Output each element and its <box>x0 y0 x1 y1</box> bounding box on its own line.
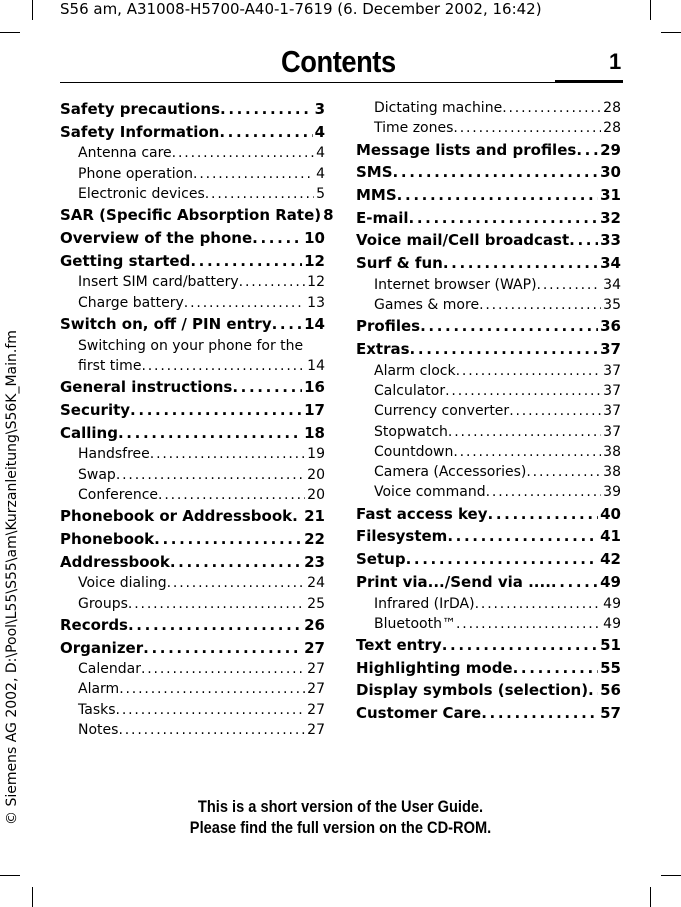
toc-entry-page: 37 <box>603 362 621 379</box>
toc-entry-page: 3 <box>314 100 325 118</box>
toc-entry-label: Tasks <box>78 701 116 718</box>
toc-entry-label: SMS <box>356 163 393 182</box>
toc-leader-dots <box>445 381 601 401</box>
toc-entry[interactable] <box>60 250 325 273</box>
toc-entry-page: 27 <box>307 681 325 698</box>
toc-leader-dots <box>486 482 602 502</box>
toc-leader-dots <box>551 571 598 594</box>
toc-entry-page: 33 <box>600 231 621 250</box>
toc-entry-page: 20 <box>307 466 325 483</box>
toc-entry[interactable] <box>356 571 621 594</box>
toc-entry-label: Profiles <box>356 317 421 336</box>
toc-entry-page: 12 <box>304 251 325 270</box>
toc-entry-label: Games & more <box>374 297 480 314</box>
footer-note <box>48 796 634 838</box>
toc-entry[interactable] <box>60 551 325 574</box>
toc-entry-label: Notes <box>78 722 119 739</box>
toc-entry[interactable] <box>356 462 621 482</box>
toc-leader-dots <box>118 422 302 445</box>
toc-entry-label: MMS <box>356 185 397 204</box>
toc-leader-dots <box>447 525 598 548</box>
toc-entry-label: Phonebook or Addressbook <box>60 507 293 526</box>
toc-leader-dots <box>116 700 306 720</box>
toc-entry-label: Extras <box>356 340 410 358</box>
toc-entry-page: 17 <box>304 400 325 419</box>
toc-entry[interactable] <box>356 482 621 502</box>
toc-leader-dots <box>116 465 305 485</box>
toc-leader-dots <box>488 503 599 526</box>
toc-leader-dots <box>481 702 598 725</box>
toc-entry-label: Alarm <box>78 681 120 698</box>
toc-entry-page: 27 <box>307 701 325 718</box>
toc-entry[interactable] <box>356 401 621 421</box>
toc-leader-dots <box>453 442 601 462</box>
toc-entry-label: Safety Information <box>60 122 220 141</box>
toc-entry[interactable] <box>60 614 325 637</box>
crop-mark <box>0 32 20 33</box>
toc-entry-page: 26 <box>304 615 325 634</box>
toc-entry-page: 27 <box>307 661 325 678</box>
toc-entry-label: Safety precautions <box>60 100 221 118</box>
toc-entry[interactable] <box>60 594 325 614</box>
toc-entry[interactable] <box>356 548 621 571</box>
toc-leader-dots <box>232 376 302 399</box>
toc-entry-page: 12 <box>307 274 325 291</box>
toc-entry[interactable] <box>356 594 621 614</box>
toc-leader-dots <box>448 422 601 442</box>
toc-leader-dots <box>420 315 598 338</box>
toc-leader-dots <box>410 338 599 361</box>
toc-leader-dots <box>292 505 302 528</box>
toc-entry[interactable] <box>356 229 621 252</box>
toc-entry-page: 28 <box>603 100 621 116</box>
toc-leader-dots <box>513 657 599 680</box>
toc-entry[interactable] <box>356 614 621 634</box>
toc-entry[interactable] <box>356 295 621 315</box>
toc-entry[interactable] <box>356 503 621 526</box>
toc-entry-label: Voice command <box>374 484 486 501</box>
toc-entry-label: Dictating machine <box>374 100 503 116</box>
toc-leader-dots <box>509 401 601 421</box>
toc-entry-page: 34 <box>600 254 621 273</box>
toc-entry[interactable] <box>60 679 325 699</box>
crop-mark <box>661 875 681 876</box>
toc-leader-dots <box>479 295 601 315</box>
page-number: 1 <box>609 49 622 74</box>
toc-entry[interactable] <box>60 184 325 204</box>
toc-entry-page: 37 <box>603 403 621 420</box>
toc-entry-page: 4 <box>316 165 325 182</box>
title-rule <box>60 82 555 83</box>
toc-entry-label: General instructions <box>60 378 233 397</box>
toc-entry-page: 4 <box>314 122 325 141</box>
crop-mark <box>661 32 681 33</box>
toc-entry-label: Security <box>60 400 131 419</box>
toc-entry-label: Antenna care <box>78 145 172 162</box>
toc-entry[interactable] <box>60 528 325 551</box>
toc-entry-page: 30 <box>600 163 621 182</box>
toc-entry-page: 49 <box>600 572 621 591</box>
toc-entry-label: Calculator <box>374 382 446 399</box>
toc-entry-page: 37 <box>603 382 621 399</box>
toc-leader-dots <box>526 462 601 482</box>
toc-leader-dots <box>190 250 302 273</box>
toc-leader-dots <box>475 594 602 614</box>
toc-entry[interactable] <box>60 637 325 660</box>
toc-leader-dots <box>443 252 598 275</box>
toc-entry-page: 28 <box>603 120 621 137</box>
toc-entry-page: 55 <box>600 658 621 677</box>
crop-mark <box>650 0 651 20</box>
toc-entry-label: Swap <box>78 466 116 483</box>
toc-entry-page: 51 <box>600 636 621 655</box>
toc-entry[interactable] <box>60 444 325 464</box>
toc-entry-page: 14 <box>307 357 325 374</box>
toc-entry-label: Fast access key <box>356 504 488 523</box>
toc-entry[interactable] <box>356 634 621 657</box>
toc-entry-page: 29 <box>600 140 621 159</box>
toc-entry[interactable] <box>60 659 325 679</box>
toc-entry-page: 27 <box>307 722 325 739</box>
toc-entry-page: 49 <box>603 595 621 612</box>
toc-right-column <box>356 98 621 725</box>
toc-entry-label: Organizer <box>60 638 144 657</box>
toc-entry-label: Countdown <box>374 443 454 460</box>
toc-leader-dots <box>537 275 602 295</box>
toc-leader-dots <box>252 227 302 250</box>
toc-leader-dots <box>128 614 302 637</box>
toc-entry-page: 19 <box>307 446 325 463</box>
toc-entry-label: Calling <box>60 423 118 442</box>
toc-leader-dots <box>141 659 305 679</box>
toc-entry-label: Conference <box>78 486 159 503</box>
toc-entry-label: Addressbook <box>60 552 170 571</box>
toc-entry-label: Bluetooth™ <box>374 615 456 632</box>
toc-entry-page: 10 <box>304 228 325 247</box>
toc-entry-label: first time <box>78 357 142 374</box>
toc-entry-label: Filesystem <box>356 527 448 546</box>
toc-entry[interactable] <box>356 361 621 381</box>
toc-entry-label: Infrared (IrDA) <box>374 595 475 612</box>
toc-entry[interactable] <box>356 161 621 184</box>
toc-entry[interactable] <box>60 573 325 593</box>
toc-leader-dots <box>397 184 598 207</box>
toc-entry-page: 21 <box>304 507 325 526</box>
toc-entry-page: 39 <box>603 484 621 501</box>
toc-entry-page: 23 <box>304 552 325 571</box>
toc-leader-dots <box>220 98 313 121</box>
toc-leader-dots <box>393 161 599 184</box>
toc-entry-label: Charge battery <box>78 294 184 311</box>
footer-line-1: This is a short version of the User Guide. <box>197 797 484 816</box>
toc-entry-page: 34 <box>603 276 621 293</box>
toc-entry[interactable] <box>60 376 325 399</box>
toc-entry[interactable] <box>356 207 621 230</box>
crop-mark <box>32 887 33 907</box>
toc-entry[interactable] <box>356 252 621 275</box>
toc-entry-label: Text entry <box>356 636 442 655</box>
page-title: Contents <box>281 44 396 79</box>
toc-entry-page: 18 <box>304 423 325 442</box>
toc-entry-page: 27 <box>304 638 325 657</box>
toc-entry-page: 37 <box>603 423 621 440</box>
toc-entry-page: 56 <box>600 681 621 700</box>
toc-leader-dots <box>406 548 599 571</box>
toc-entry-page: 22 <box>304 529 325 548</box>
toc-leader-dots <box>569 229 598 252</box>
crop-mark <box>650 887 651 907</box>
toc-entry[interactable] <box>356 657 621 680</box>
toc-leader-dots <box>143 637 302 660</box>
toc-entry-label: Switching on your phone for the <box>78 337 304 354</box>
toc-leader-dots <box>219 121 312 144</box>
toc-leader-dots <box>154 528 302 551</box>
copyright-sidebar: © Siemens AG 2002, D:\Pool\L55\S55\am\Kurzanleitung\S56K_Main.fm <box>4 330 20 825</box>
toc-leader-dots <box>141 356 305 376</box>
toc-entry-label: Switch on, off / PIN entry <box>60 314 272 333</box>
toc-entry-label: Surf & fun <box>356 254 443 273</box>
toc-leader-dots <box>409 207 599 230</box>
toc-entry[interactable] <box>356 702 621 725</box>
toc-entry-label: Camera (Accessories) <box>374 464 527 481</box>
toc-entry-label: SAR (Specific Absorption Rate) <box>60 206 322 225</box>
toc-entry[interactable] <box>356 98 621 118</box>
toc-leader-dots <box>119 679 305 699</box>
toc-entry-page: 13 <box>307 294 325 311</box>
toc-entry-label: Calendar <box>78 661 141 678</box>
toc-entry-page: 42 <box>600 550 621 569</box>
toc-entry-label: Overview of the phone <box>60 228 253 247</box>
toc-entry-page: 49 <box>603 615 621 632</box>
toc-entry-page: 37 <box>600 340 621 358</box>
toc-entry[interactable] <box>356 338 621 361</box>
page-number-rule <box>555 80 623 83</box>
toc-leader-dots <box>272 313 303 336</box>
toc-leader-dots <box>442 634 598 657</box>
toc-leader-dots <box>453 118 601 138</box>
toc-entry[interactable] <box>60 356 325 376</box>
toc-entry-page: 57 <box>600 704 621 723</box>
toc-leader-dots <box>170 551 302 574</box>
toc-leader-dots <box>456 361 602 381</box>
toc-entry-page: 41 <box>600 527 621 546</box>
toc-entry[interactable] <box>60 272 325 292</box>
toc-entry[interactable] <box>60 336 325 356</box>
toc-entry-label: E-mail <box>356 208 409 227</box>
toc-entry[interactable] <box>60 700 325 720</box>
toc-entry-label: Phone operation <box>78 165 194 182</box>
crop-mark <box>0 875 20 876</box>
toc-entry[interactable] <box>60 143 325 163</box>
toc-entry-label: Getting started <box>60 251 191 270</box>
toc-entry-page: 8 <box>323 206 334 225</box>
toc-entry[interactable] <box>356 118 621 138</box>
toc-entry-page: 25 <box>307 595 325 612</box>
toc-entry-page: 35 <box>603 297 621 314</box>
toc-entry[interactable] <box>60 422 325 445</box>
toc-entry[interactable] <box>60 465 325 485</box>
toc-entry[interactable] <box>60 399 325 422</box>
toc-entry-page: 40 <box>600 504 621 523</box>
toc-entry-page: 5 <box>316 185 325 202</box>
toc-entry-label: Groups <box>78 595 128 612</box>
toc-entry-page: 24 <box>307 575 325 592</box>
toc-leader-dots <box>588 679 598 702</box>
toc-leader-dots <box>502 98 601 118</box>
toc-entry[interactable] <box>60 293 325 313</box>
toc-leader-dots <box>172 143 314 163</box>
toc-entry[interactable] <box>60 164 325 184</box>
toc-entry[interactable] <box>60 485 325 505</box>
toc-left-column <box>60 98 334 740</box>
toc-leader-dots <box>158 485 305 505</box>
toc-entry-label: Handsfree <box>78 446 150 463</box>
toc-entry-label: Voice dialing <box>78 575 167 592</box>
toc-entry[interactable] <box>60 98 325 121</box>
toc-entry-page: 38 <box>603 464 621 481</box>
footer-line-2: Please find the full version on the CD-ROM. <box>189 818 492 837</box>
toc-entry-label: Stopwatch <box>374 423 448 440</box>
toc-entry[interactable] <box>356 381 621 401</box>
toc-entry-label: Internet browser (WAP) <box>374 276 537 293</box>
toc-entry[interactable] <box>356 442 621 462</box>
toc-entry-page: 31 <box>600 185 621 204</box>
toc-entry-label: Insert SIM card/battery <box>78 274 239 291</box>
toc-entry[interactable] <box>60 227 325 250</box>
toc-entry-page: 36 <box>600 317 621 336</box>
toc-leader-dots <box>205 184 314 204</box>
toc-leader-dots <box>193 164 314 184</box>
toc-entry-label: Alarm clock <box>374 362 456 379</box>
toc-entry-label: Records <box>60 615 128 634</box>
toc-entry[interactable] <box>356 275 621 295</box>
toc-leader-dots <box>456 614 601 634</box>
toc-entry[interactable] <box>60 313 325 336</box>
toc-entry-label: Message lists and profiles <box>356 140 577 159</box>
toc-entry-label: Customer Care <box>356 704 482 723</box>
toc-entry[interactable] <box>356 184 621 207</box>
toc-entry-label: Setup <box>356 550 406 569</box>
toc-entry[interactable] <box>356 679 621 702</box>
toc-leader-dots <box>150 444 305 464</box>
toc-leader-dots <box>130 399 302 422</box>
toc-entry-label: Display symbols (selection) <box>356 681 589 700</box>
toc-entry[interactable] <box>60 121 325 144</box>
toc-entry-page: 4 <box>316 145 325 162</box>
toc-entry-page: 38 <box>603 443 621 460</box>
file-info-header: S56 am, A31008-H5700-A40-1-7619 (6. December 2002, 16:42) <box>60 0 542 18</box>
toc-entry-page: 14 <box>304 314 325 333</box>
toc-entry-label: Highlighting mode <box>356 658 513 677</box>
toc-entry-label: Phonebook <box>60 529 155 548</box>
toc-entry[interactable] <box>60 204 334 227</box>
crop-mark <box>32 0 33 20</box>
toc-entry-label: Voice mail/Cell broadcast <box>356 231 570 250</box>
toc-entry[interactable] <box>356 422 621 442</box>
toc-entry-label: Electronic devices <box>78 185 205 202</box>
toc-leader-dots <box>118 720 305 740</box>
toc-entry[interactable] <box>60 505 325 528</box>
toc-entry[interactable] <box>60 720 325 740</box>
toc-leader-dots <box>184 293 305 313</box>
toc-entry-page: 20 <box>307 486 325 503</box>
toc-leader-dots <box>239 272 306 292</box>
toc-leader-dots <box>576 139 598 162</box>
toc-entry-label: Currency converter <box>374 403 510 420</box>
toc-entry-label: Time zones <box>374 120 454 137</box>
toc-leader-dots <box>167 573 306 593</box>
toc-entry[interactable] <box>356 525 621 548</box>
toc-entry-label: Print via.../Send via .... <box>356 572 551 591</box>
toc-entry[interactable] <box>356 315 621 338</box>
toc-entry-page: 16 <box>304 378 325 397</box>
toc-entry-page: 32 <box>600 208 621 227</box>
toc-entry[interactable] <box>356 139 621 162</box>
toc-leader-dots <box>128 594 305 614</box>
